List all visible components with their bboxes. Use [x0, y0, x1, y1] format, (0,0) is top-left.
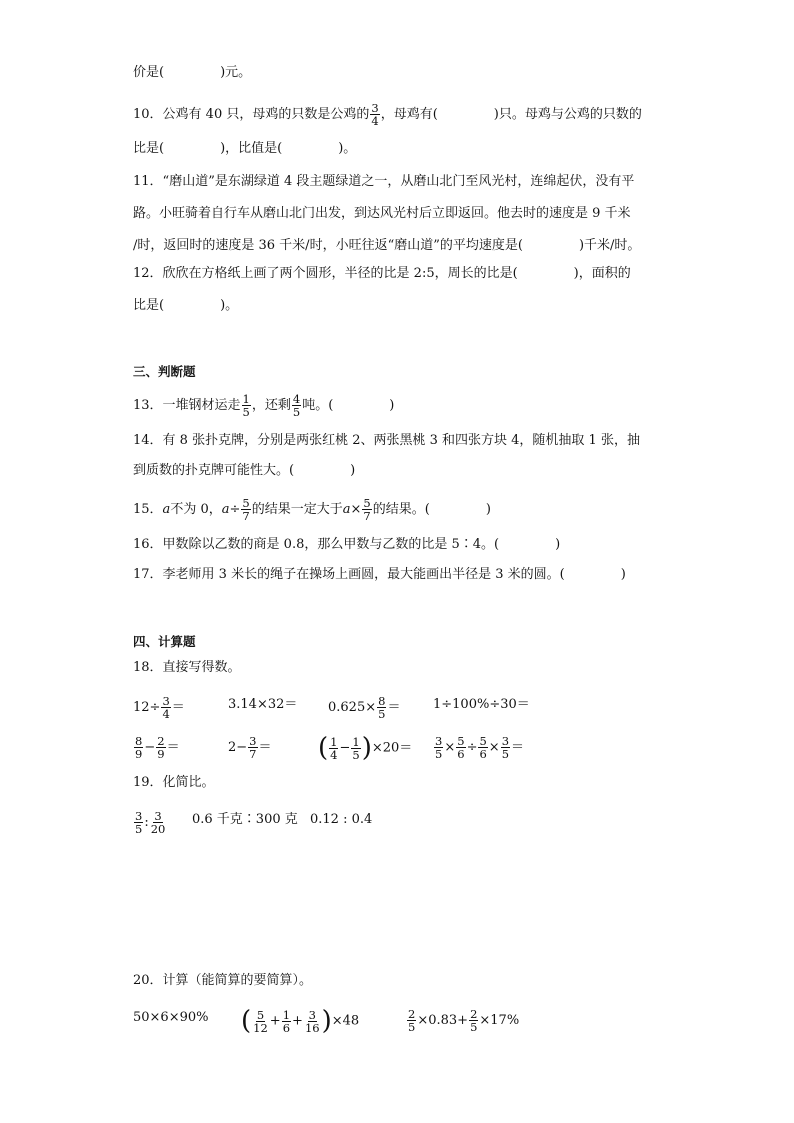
q18-expr-7: ( $\frac{1}{4}$ − $\frac{1}{5}$ )×20＝	[318, 733, 413, 763]
q18-expr-2: 3.14×32＝	[228, 697, 298, 712]
fraction: $\frac{4}{5}$	[292, 392, 301, 419]
fraction: $\frac{2}{5}$	[408, 1007, 416, 1034]
question-14-line-2: 到质数的扑克牌可能性大。( )	[133, 463, 356, 478]
fraction: $\frac{3}{4}$	[371, 101, 379, 128]
question-20-title: 20．计算（能简算的要简算）。	[133, 973, 313, 988]
q20-expr-1: 50×6×90%	[133, 1010, 209, 1025]
q19-expr-1: $\frac{3}{5}$ : $\frac{3}{20}$	[135, 809, 166, 836]
fraction: $\frac{2}{5}$	[470, 1007, 478, 1034]
q9-tail: 价是( )元。	[133, 65, 252, 80]
fraction: $\frac{1}{6}$	[282, 1007, 291, 1035]
question-14-line-1: 14．有 8 张扑克牌，分别是两张红桃 2、两张黑桃 3 和四张方块 4，随机抽取 1 张，抽	[133, 433, 640, 448]
fraction: $\frac{1}{4}$	[330, 734, 338, 762]
fraction: $\frac{3}{5}$	[501, 734, 510, 761]
fraction: $\frac{5}{7}$	[242, 496, 250, 523]
question-17: 17．李老师用 3 米长的绳子在操场上画圆，最大能画出半径是 3 米的圆。( )	[133, 567, 626, 582]
q18-expr-3: 0.625× $\frac{8}{5}$ ＝	[328, 694, 401, 721]
fraction: $\frac{5}{6}$	[479, 734, 487, 761]
q18-expr-4: 1÷100%÷30＝	[433, 697, 530, 712]
fraction: $\frac{8}{9}$	[135, 734, 143, 761]
fraction: $\frac{3}{16}$	[304, 1007, 320, 1035]
question-10-line-1: 10．公鸡有 40 只，母鸡的只数是公鸡的 $\frac{3}{4}$ ，母鸡有( )只。母鸡与公鸡的只数的	[133, 101, 642, 128]
question-10-line-2: 比是( )，比值是( )。	[133, 141, 357, 156]
question-11-line-3: /时，返回时的速度是 36 千米/时，小旺往返“磨山道”的平均速度是( )千米/时。	[133, 238, 641, 253]
question-11-line-2: 路。小旺骑着自行车从磨山北门出发，到达风光村后立即返回。他去时的速度是 9 千米	[133, 206, 631, 221]
q20-expr-2: ( $\frac{5}{12}$ + $\frac{1}{6}$ + $\frac{3}{16}$ )×48	[241, 1006, 360, 1036]
question-12-line-2: 比是( )。	[133, 298, 239, 313]
q18-expr-6: 2− $\frac{3}{7}$ ＝	[228, 734, 272, 761]
q19-expr-2: 0.6 千克∶300 克	[192, 812, 298, 827]
fraction: $\frac{1}{5}$	[242, 392, 250, 419]
question-16: 16．甲数除以乙数的商是 0.8，那么甲数与乙数的比是 5∶4。( )	[133, 537, 561, 552]
fraction: $\frac{8}{5}$	[378, 694, 386, 721]
question-18-title: 18．直接写得数。	[133, 660, 241, 675]
section-heading-judgement: 三、判断题	[133, 364, 196, 379]
fraction: $\frac{3}{7}$	[249, 734, 257, 761]
fraction: $\frac{3}{4}$	[162, 694, 170, 721]
q20-expr-3: $\frac{2}{5}$ ×0.83+ $\frac{2}{5}$ ×17%	[408, 1007, 520, 1034]
q18-expr-1: 12÷ $\frac{3}{4}$ ＝	[133, 694, 185, 721]
fraction: $\frac{3}{20}$	[150, 809, 166, 836]
question-11-line-1: 11．“磨山道”是东湖绿道 4 段主题绿道之一，从磨山北门至风光村，连绵起伏，没有平	[133, 174, 635, 189]
fraction: $\frac{1}{5}$	[352, 734, 360, 762]
question-19-title: 19．化简比。	[133, 775, 215, 790]
q19-expr-3: 0.12 : 0.4	[310, 812, 373, 827]
fraction: $\frac{5}{6}$	[457, 734, 465, 761]
fraction: $\frac{3}{5}$	[435, 734, 443, 761]
fraction: $\frac{2}{9}$	[157, 734, 165, 761]
question-12-line-1: 12．欣欣在方格纸上画了两个圆形，半径的比是 2:5，周长的比是( )，面积的	[133, 266, 631, 281]
question-13: 13．一堆钢材运走 $\frac{1}{5}$ ，还剩 $\frac{4}{5}$ 吨。( )	[133, 392, 395, 419]
section-heading-calculation: 四、计算题	[133, 634, 196, 649]
q18-expr-8: $\frac{3}{5}$ × $\frac{5}{6}$ ÷ $\frac{5}{6}$ × $\frac{3}{5}$ ＝	[435, 734, 525, 761]
q18-expr-5: $\frac{8}{9}$ − $\frac{2}{9}$ ＝	[135, 734, 180, 761]
question-15: 15．a不为 0，a÷ $\frac{5}{7}$ 的结果一定大于a× $\frac{5}{7}$ 的结果。( )	[133, 496, 491, 523]
fraction: $\frac{5}{7}$	[363, 496, 371, 523]
fraction: $\frac{3}{5}$	[135, 809, 143, 836]
fraction: $\frac{5}{12}$	[253, 1007, 268, 1035]
